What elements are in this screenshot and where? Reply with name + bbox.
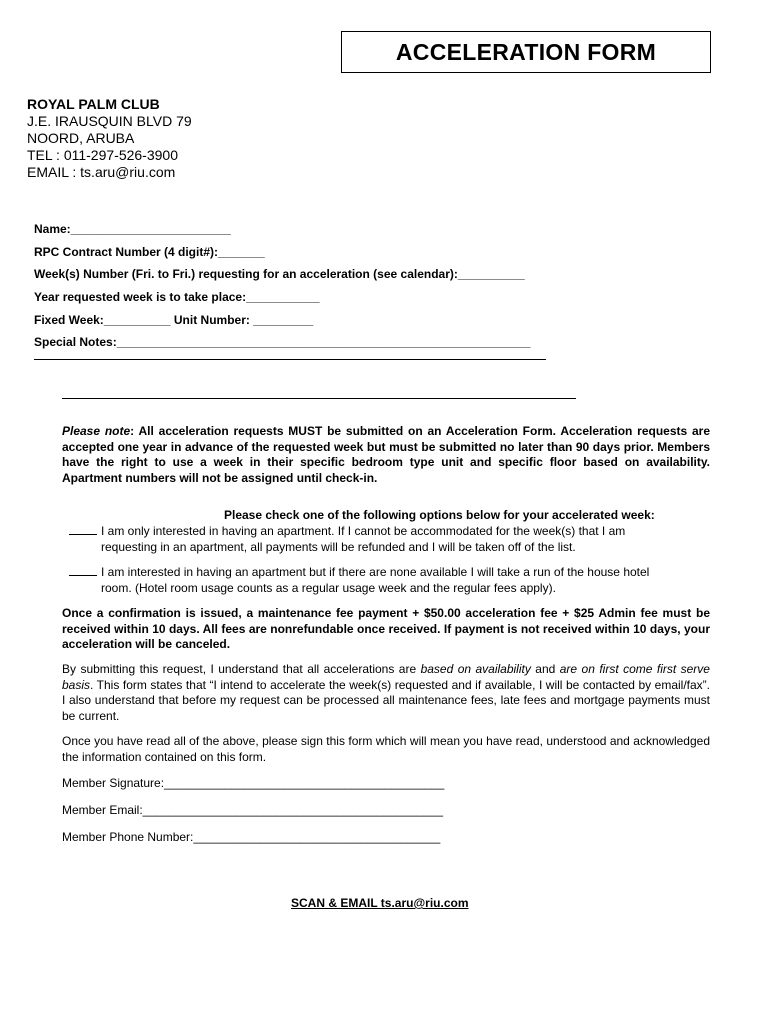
option-apartment-or-hotel-text1: I am interested in having an apartment but if there are none available I will take a run of the house hotel (101, 565, 650, 579)
form-title: ACCELERATION FORM (395, 38, 657, 65)
option-apartment-only-checkbox[interactable] (69, 523, 97, 535)
scan-email-footer: SCAN & EMAIL ts.aru@riu.com (291, 896, 469, 910)
agreement-text3: . This form states that “I intend to accelerate the week(s) requested and if available, I will be contacted by email/fax”. I also understand that before my request can be processed all maintenance fees, late fees and mortgage payments must be current. (62, 677, 710, 723)
club-telephone: TEL : 011-297-526-3900 (27, 147, 178, 163)
option-apartment-only-text1: I am only interested in having an apartment. If I cannot be accommodated for the week(s) that I am (101, 524, 626, 538)
option-apartment-or-hotel-text2: room. (Hotel room usage counts as a regular usage week and the regular fees apply). (101, 580, 556, 595)
week-number-field[interactable]: Week(s) Number (Fri. to Fri.) requesting for an acceleration (see calendar):__________ (34, 267, 525, 282)
form-title-box (341, 31, 711, 73)
request-fields (34, 222, 530, 358)
please-note-label: Please note (62, 424, 131, 438)
option-apartment-or-hotel-checkbox[interactable] (69, 564, 97, 576)
year-field[interactable]: Year requested week is to take place:___________ (34, 290, 320, 305)
club-email: EMAIL : ts.aru@riu.com (27, 164, 176, 180)
options-heading: Please check one of the following options below for your accelerated week: (224, 508, 655, 522)
option-apartment-only-text2: requesting in an apartment, all payments will be refunded and I will be taken off of the list. (101, 539, 576, 554)
name-field[interactable]: Name:________________________ (34, 222, 231, 236)
please-note-paragraph (62, 424, 710, 486)
option-apartment-only (69, 523, 689, 555)
option-apartment-or-hotel (69, 564, 689, 596)
please-note-text: : All acceleration requests MUST be submitted on an Acceleration Form. Acceleration requests are accepted one year in advance of the requested week but must be submitted no later than 90 days prior. Members have the right to use a week in their specific bedroom type unit and specific floor based on availability. Apartment numbers will not be assigned until check-in. (62, 424, 711, 485)
fees-paragraph: Once a confirmation is issued, a maintenance fee payment + $50.00 acceleration fee + $25 Admin fee must be received within 10 days. All fees are nonrefundable once received. If payment is not received within 10 days, your acceleration will be canceled. (62, 606, 710, 651)
member-email-field[interactable]: Member Email:_____________________________________________ (62, 803, 444, 817)
agreement-text2: and (530, 662, 560, 676)
agreement-italic1: based on availability (420, 662, 531, 676)
club-address-line1: J.E. IRAUSQUIN BLVD 79 (27, 113, 192, 129)
club-address-line2: NOORD, ARUBA (27, 130, 135, 146)
sign-instructions: Once you have read all of the above, please sign this form which will mean you have read, understood and acknowledged the information contained on this form. (62, 734, 710, 764)
fixed-week-unit-field[interactable]: Fixed Week:__________ Unit Number: _________ (34, 312, 314, 327)
agreement-text1: By submitting this request, I understand that all accelerations are (62, 662, 421, 676)
special-notes-field[interactable]: Special Notes:______________________________________________________________ (34, 335, 531, 350)
agreement-italic2: are on first come first serve basis (62, 662, 710, 692)
club-address-block (27, 96, 192, 181)
special-notes-extra-line[interactable] (34, 359, 546, 360)
agreement-paragraph (62, 662, 710, 724)
contract-number-field[interactable]: RPC Contract Number (4 digit#):_______ (34, 244, 265, 259)
member-signature-field[interactable]: Member Signature:__________________________________________ (62, 776, 445, 790)
section-divider (62, 398, 576, 399)
member-phone-field[interactable]: Member Phone Number:_____________________________________ (62, 830, 441, 844)
club-name: ROYAL PALM CLUB (27, 96, 160, 112)
